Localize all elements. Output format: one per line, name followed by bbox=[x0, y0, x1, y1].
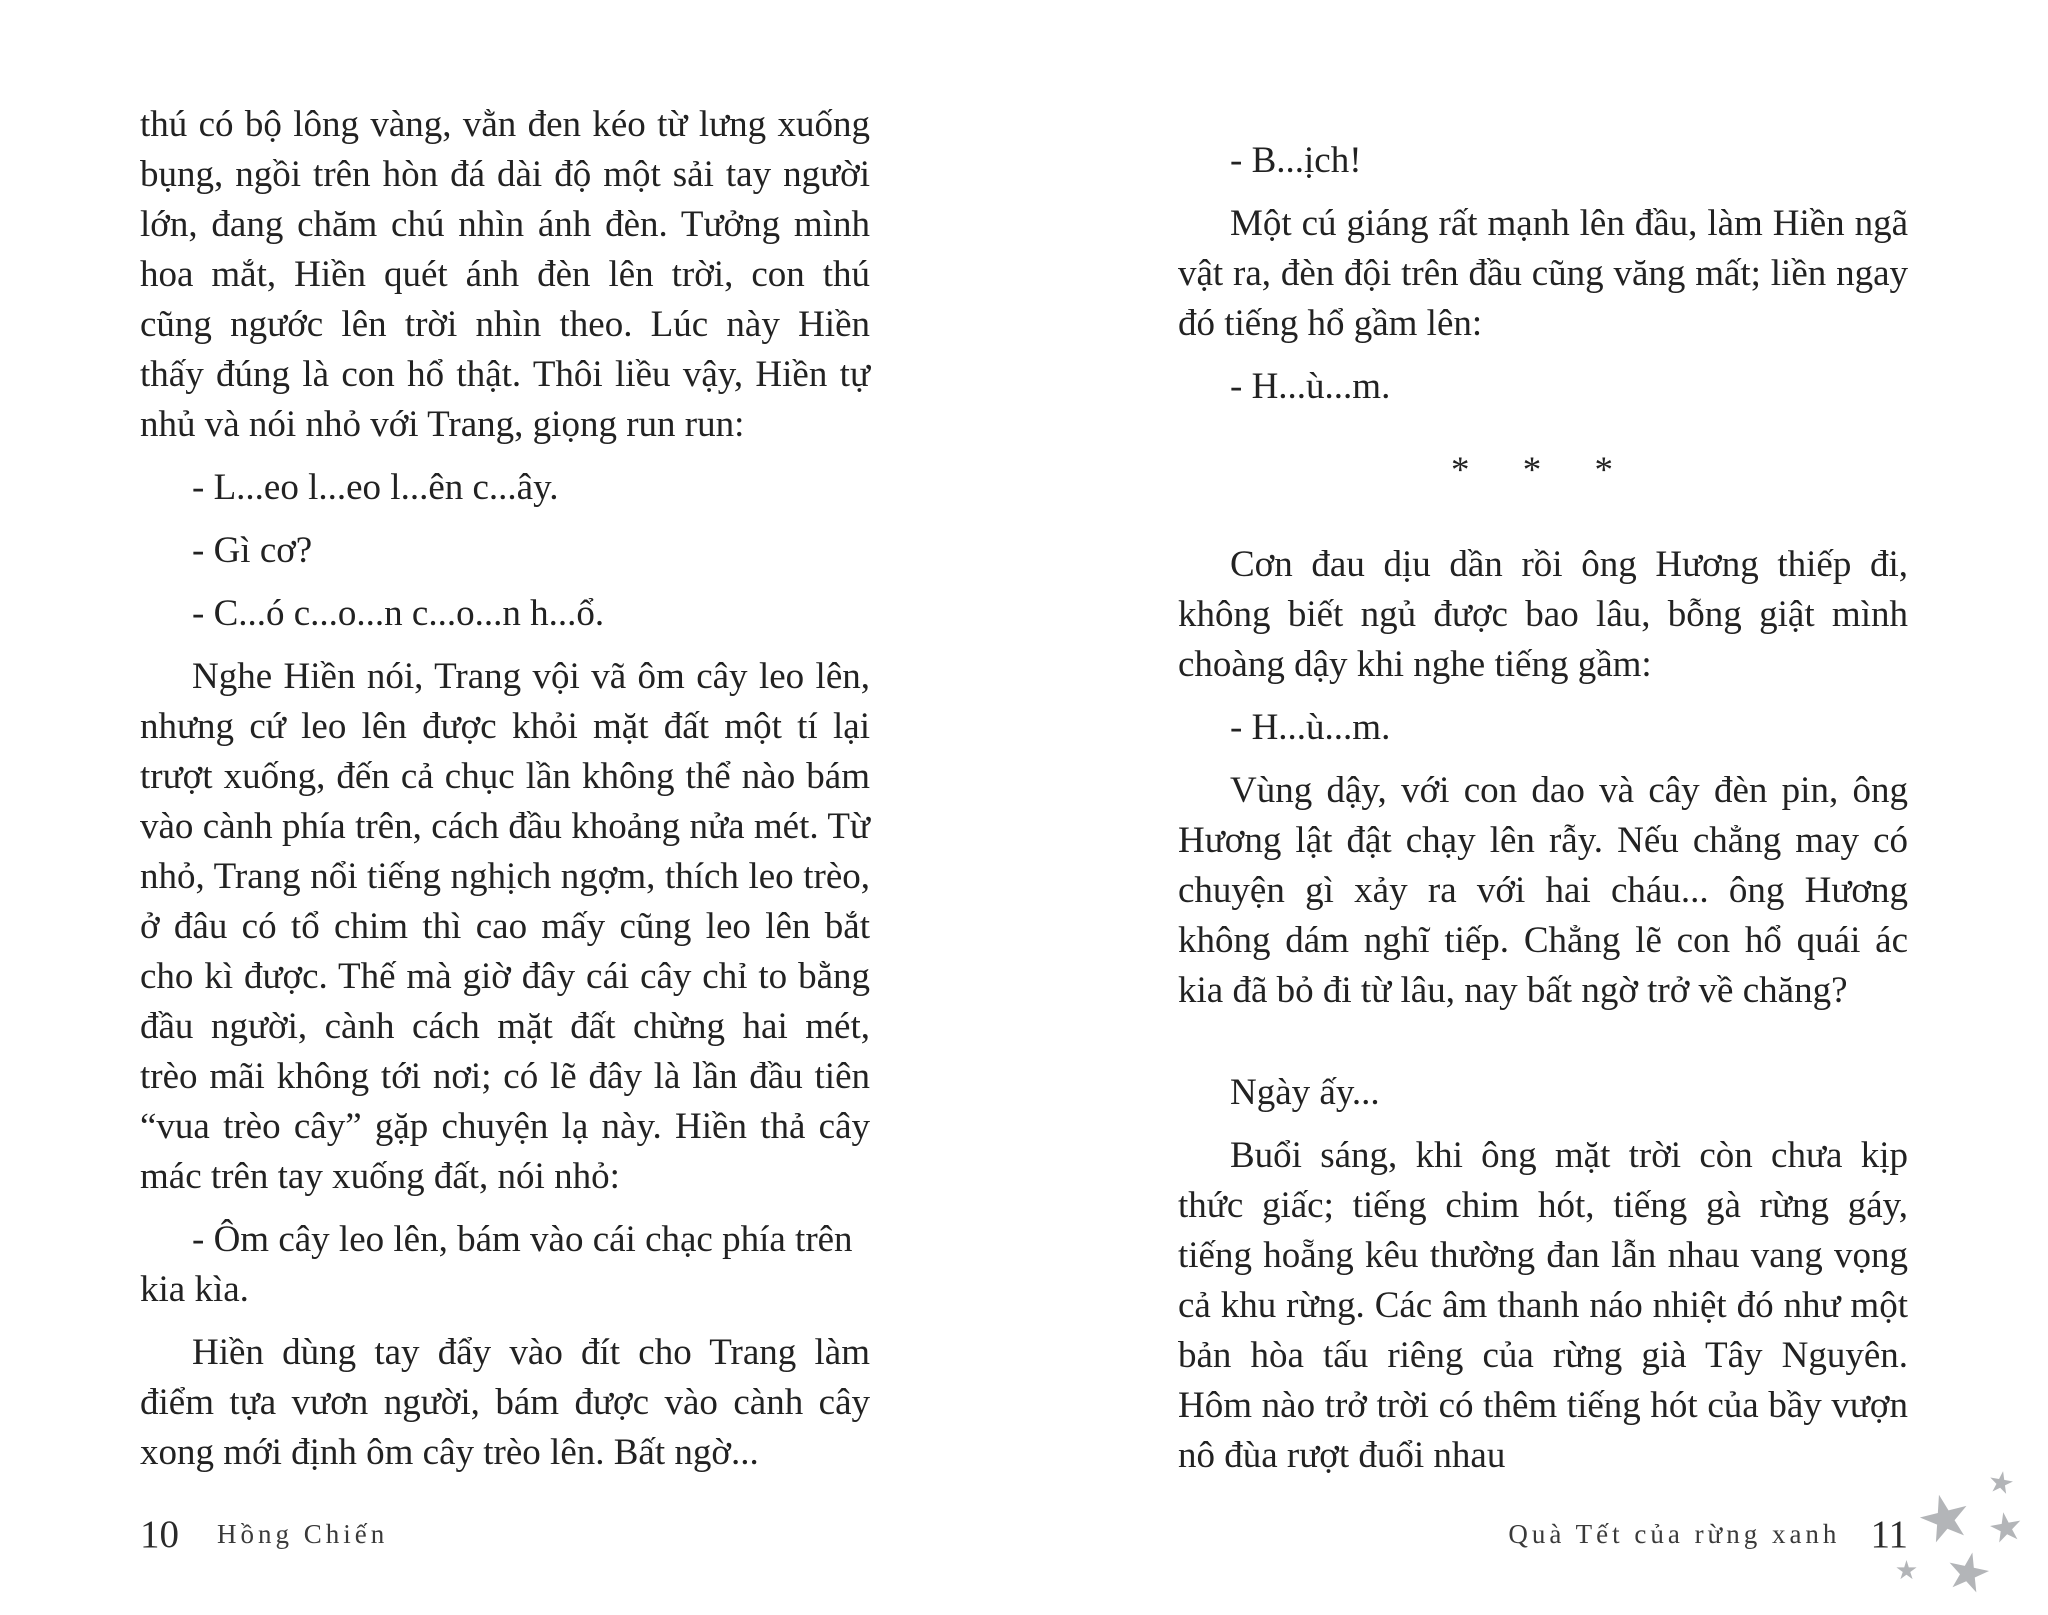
paragraph: Nghe Hiền nói, Trang vội vã ôm cây leo lên, nhưng cứ leo lên được khỏi mặt đất một tí lại trượt xuống, đến cả chục lần không thể nào bám vào cành phía trên, cách đầu khoảng nửa mét. Từ nhỏ, Trang nổi tiếng nghịch ngợm, thích leo trèo, ở đâu có tổ chim thì cao mấy cũng leo lên bắt cho kì được. Thế mà giờ đây cái cây chỉ to bằng đầu người, cành cách mặt đất chừng hai mét, trèo mãi không tới nơi; có lẽ đây là lần đầu tiên “vua trèo cây” gặp chuyện lạ này. Hiền thả cây mác trên tay xuống đất, nói nhỏ: bbox=[140, 656, 870, 1197]
paragraph: Ngày ấy... bbox=[1230, 1072, 1380, 1113]
section-separator: * * * bbox=[1451, 450, 1635, 491]
star-icon bbox=[1896, 1560, 1917, 1581]
footer-author: Hồng Chiến bbox=[217, 1518, 389, 1549]
star-icon bbox=[1987, 1509, 2024, 1546]
dialog-line: - L...eo l...eo l...ên c...ây. bbox=[192, 467, 559, 508]
dialog-line: - B...ịch! bbox=[1230, 140, 1362, 181]
dialog-line: - H...ù...m. bbox=[1230, 707, 1391, 748]
left-page-text bbox=[140, 100, 870, 1491]
dialog-line: - C...ó c...o...n c...o...n h...ổ. bbox=[192, 593, 605, 634]
paragraph: thú có bộ lông vàng, vằn đen kéo từ lưng xuống bụng, ngồi trên hòn đá dài độ một sải tay người lớn, đang chăm chú nhìn ánh đèn. Tưởng mình hoa mắt, Hiền quét ánh đèn lên trời, con thú cũng ngước lên trời nhìn theo. Lúc này Hiền thấy đúng là con hổ thật. Thôi liều vậy, Hiền tự nhủ và nói nhỏ với Trang, giọng run run: bbox=[140, 104, 870, 445]
paragraph: Hiền dùng tay đẩy vào đít cho Trang làm điểm tựa vươn người, bám được vào cành cây xong mới định ôm cây trèo lên. Bất ngờ... bbox=[140, 1332, 870, 1473]
paragraph: Buổi sáng, khi ông mặt trời còn chưa kịp thức giấc; tiếng chim hót, tiếng gà rừng gáy, tiếng hoẵng kêu thường đan lẫn nhau vang vọng cả khu rừng. Các âm thanh náo nhiệt đó như một bản hòa tấu riêng của rừng già Tây Nguyên. Hôm nào trở trời có thêm tiếng hót của bầy vượn nô đùa rượt đuổi nhau bbox=[1178, 1135, 1908, 1476]
footer-book-title: Quà Tết của rừng xanh bbox=[1508, 1518, 1841, 1549]
left-page-footer bbox=[140, 1512, 388, 1556]
star-icon bbox=[1915, 1489, 1976, 1550]
dialog-line: - H...ù...m. bbox=[1230, 366, 1391, 407]
paragraph: Một cú giáng rất mạnh lên đầu, làm Hiền ngã vật ra, đèn đội trên đầu cũng văng mất; liền ngay đó tiếng hổ gầm lên: bbox=[1178, 203, 1908, 344]
right-page-footer bbox=[1508, 1512, 1908, 1556]
right-page-text bbox=[1178, 136, 1908, 1494]
page-number-left: 10 bbox=[140, 1512, 179, 1556]
page-number-right: 11 bbox=[1870, 1512, 1908, 1556]
dialog-line: - Ôm cây leo lên, bám vào cái chạc phía trên kia kìa. bbox=[140, 1219, 853, 1310]
star-icon bbox=[1943, 1548, 1993, 1598]
star-icon bbox=[1987, 1469, 2015, 1497]
paragraph: Vùng dậy, với con dao và cây đèn pin, ông Hương lật đật chạy lên rẫy. Nếu chẳng may có chuyện gì xảy ra với hai cháu... ông Hương không dám nghĩ tiếp. Chẳng lẽ con hổ quái ác kia đã bỏ đi từ lâu, nay bất ngờ trở về chăng? bbox=[1178, 770, 1908, 1011]
dialog-line: - Gì cơ? bbox=[192, 530, 313, 571]
paragraph: Cơn đau dịu dần rồi ông Hương thiếp đi, không biết ngủ được bao lâu, bỗng giật mình choàng dậy khi nghe tiếng gầm: bbox=[1178, 544, 1908, 685]
